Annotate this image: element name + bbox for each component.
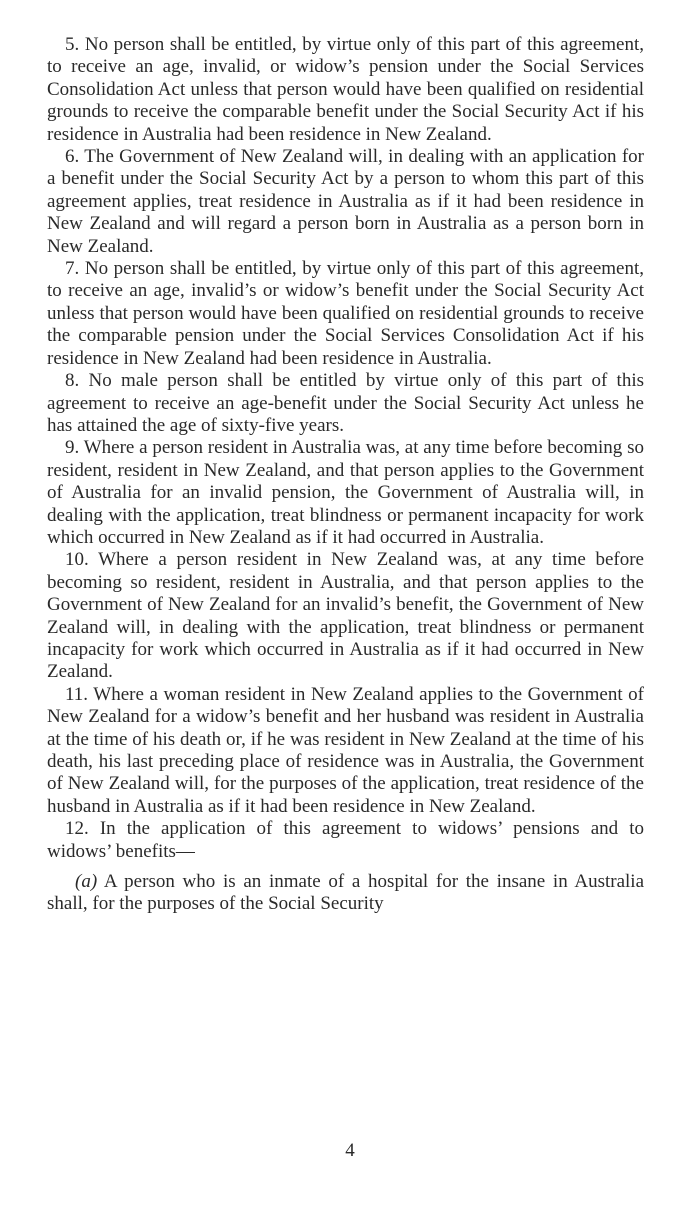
paragraph-12	[47, 818, 644, 863]
paragraph-text: No male person shall be entitled by virtue only of this part of this agreement to receive an age-benefit under the Social Security Act unless he has attained the age of sixty-five years.	[47, 370, 645, 436]
paragraph-11	[47, 684, 644, 818]
paragraph-text: Where a woman resident in New Zealand applies to the Government of New Zealand for a widow’s benefit and her husband was resident in Australia at the time of his death or, if he was resident in New Zealand at the time of his death, his last preceding place of residence was in Australia, the Government of New Zealand will, for the purposes of the application, treat residence of the husband in Australia as if it had been residence in New Zealand.	[47, 683, 644, 817]
paragraph-9	[47, 437, 644, 549]
paragraph-6	[47, 146, 644, 258]
subclause-text: A person who is an inmate of a hospital for the insane in Australia shall, for the purposes of the Social Security	[47, 871, 645, 915]
paragraph-number: 6.	[65, 146, 80, 168]
paragraph-text: Where a person resident in Australia was, at any time before becoming so resident, resident in New Zealand, and that person applies to the Government of Australia for an invalid pension, the Government of Australia will, in dealing with the application, treat blindness or permanent incapacity for work which occurred in New Zealand as if it had occurred in Australia.	[47, 437, 644, 548]
paragraph-text: Where a person resident in New Zealand was, at any time before becoming so resident, resident in Australia, and that person applies to the Government of New Zealand for an invalid’s benefit, the Government of New Zealand will, in dealing with the application, treat blindness or permanent incapacity for work which occurred in Australia as if it had occurred in New Zealand.	[47, 549, 644, 683]
paragraph-number: 10.	[65, 549, 89, 571]
document-body	[47, 34, 644, 916]
paragraph-number: 12.	[65, 818, 89, 840]
paragraph-number: 5.	[65, 34, 80, 55]
paragraph-number: 9.	[65, 437, 80, 459]
subclause-label: (a)	[75, 871, 98, 893]
paragraph-8	[47, 370, 644, 437]
paragraph-number: 8.	[65, 370, 80, 392]
page-number: 4	[345, 1140, 355, 1161]
paragraph-10	[47, 549, 644, 683]
paragraph-number: 11.	[65, 683, 89, 705]
paragraph-7	[47, 258, 644, 370]
paragraph-text: No person shall be entitled, by virtue only of this part of this agreement, to receive an age, invalid, or widow’s pension under the Social Services Consolidation Act unless that person would have been qualified on residential grounds to receive the comparable benefit under the Social Security Act if his residence in Australia had been residence in New Zealand.	[47, 34, 644, 145]
paragraph-5	[47, 34, 644, 146]
paragraph-text: No person shall be entitled, by virtue only of this part of this agreement, to receive an age, invalid’s or widow’s benefit under the Social Security Act unless that person would have been qualified on residential grounds to receive the comparable pension under the Social Services Consolidation Act if his residence in New Zealand had been residence in Australia.	[47, 258, 644, 369]
paragraph-text: In the application of this agreement to widows’ pensions and to widows’ benefits—	[47, 818, 645, 862]
subclause-a	[47, 871, 644, 916]
paragraph-number: 7.	[65, 258, 80, 280]
paragraph-text: The Government of New Zealand will, in dealing with an application for a benefit under the Social Security Act by a person to whom this part of this agreement applies, treat residence in Australia as if it had been residence in New Zealand and will regard a person born in Australia as a person born in New Zealand.	[47, 146, 644, 257]
